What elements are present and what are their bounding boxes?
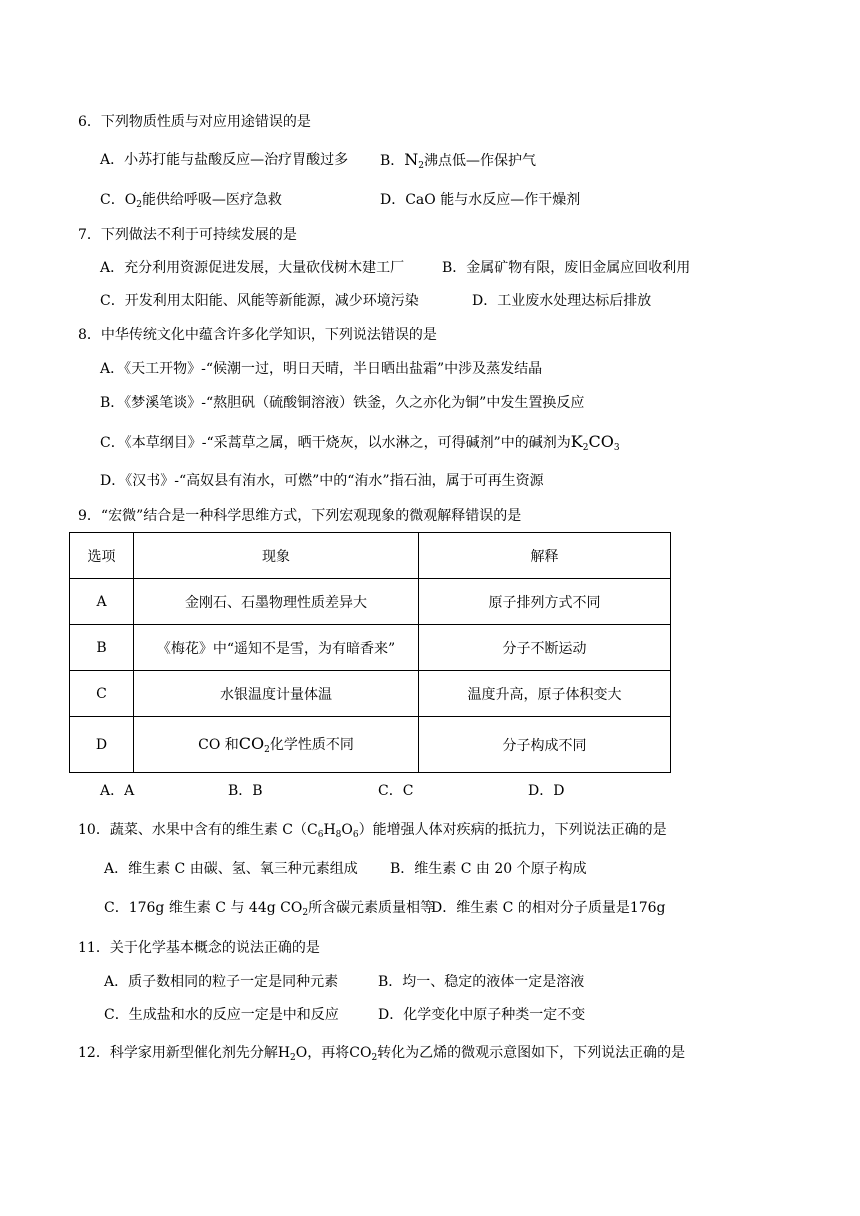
table-row: [70, 717, 671, 773]
row-option: D: [70, 717, 134, 773]
q8-stem: 8．中华传统文化中蕴含许多化学知识，下列说法错误的是: [78, 327, 437, 343]
q9-choice-a: A．A: [100, 783, 135, 799]
q7-stem: 7．下列做法不利于可持续发展的是: [78, 227, 297, 243]
q7-option-c: C．开发利用太阳能、风能等新能源，减少环境污染: [100, 293, 419, 309]
row-explanation: 原子排列方式不同: [419, 579, 671, 625]
q7-option-d: D．工业废水处理达标后排放: [472, 293, 652, 309]
q8-option-c: C．《本草纲目》-“采蒿草之属，晒干烧灰，以水淋之，可得碱剂”中的碱剂为$K_2CO_3$: [100, 432, 620, 453]
q8-option-a: A．《天工开物》-“候潮一过，明日天晴，半日晒出盐霜”中涉及蒸发结晶: [100, 361, 543, 377]
row-explanation: 分子构成不同: [419, 717, 671, 773]
q10-option-b: B．维生素 C 由 20 个原子构成: [390, 861, 587, 877]
q11-option-c: C．生成盐和水的反应一定是中和反应: [104, 1007, 339, 1023]
q10-option-c: C．176g 维生素 C 与 44g $CO_2$所含碳元素质量相等: [104, 900, 435, 918]
q11-option-b: B．均一、稳定的液体一定是溶液: [378, 974, 585, 990]
row-explanation: 温度升高，原子体积变大: [419, 671, 671, 717]
q6-option-c: C．$O_2$能供给呼吸—医疗急救: [100, 192, 282, 210]
row-phenomenon: 金刚石、石墨物理性质差异大: [134, 579, 419, 625]
q8-option-d: D．《汉书》-“高奴县有洧水，可燃”中的“洧水”指石油，属于可再生资源: [100, 473, 544, 489]
row-option: A: [70, 579, 134, 625]
q9-choice-b: B．B: [228, 783, 263, 799]
header-option: 选项: [70, 533, 134, 579]
q6-option-d: D．CaO 能与水反应—作干燥剂: [380, 192, 581, 208]
q7-option-b: B．金属矿物有限，废旧金属应回收利用: [442, 260, 691, 276]
table-header-row: [70, 533, 671, 579]
header-phenomenon: 现象: [134, 533, 419, 579]
q12-stem: 12．科学家用新型催化剂先分解$H_2O$，再将$CO_2$转化为乙烯的微观示意图如下，下列说法正确的是: [78, 1045, 686, 1063]
q9-stem: 9．“宏微”结合是一种科学思维方式，下列宏观现象的微观解释错误的是: [78, 508, 522, 524]
q7-option-a: A．充分利用资源促进发展，大量砍伐树木建工厂: [100, 260, 405, 276]
q11-option-a: A．质子数相同的粒子一定是同种元素: [104, 974, 339, 990]
row-explanation: 分子不断运动: [419, 625, 671, 671]
q6-stem: 6．下列物质性质与对应用途错误的是: [78, 114, 311, 130]
q6-option-b: B．$N_2$沸点低—作保护气: [380, 150, 537, 171]
q9-choice-d: D．D: [528, 783, 565, 799]
q8-option-b: B．《梦溪笔谈》-“熬胆矾（硫酸铜溶液）铁釜，久之亦化为铜”中发生置换反应: [100, 395, 585, 411]
row-option: B: [70, 625, 134, 671]
q10-stem: 10．蔬菜、水果中含有的维生素 $C(C_6H_8O_6)$能增强人体对疾病的抵抗力，下列说法正确的是: [78, 822, 667, 840]
row-option: C: [70, 671, 134, 717]
row-phenomenon: 水银温度计量体温: [134, 671, 419, 717]
table-row: [70, 671, 671, 717]
table-row: [70, 579, 671, 625]
q10-option-a: A．维生素 C 由碳、氢、氧三种元素组成: [104, 861, 358, 877]
q11-stem: 11．关于化学基本概念的说法正确的是: [78, 940, 320, 956]
q6-option-a: A．小苏打能与盐酸反应—治疗胃酸过多: [100, 152, 349, 168]
table-row: [70, 625, 671, 671]
q10-option-d: D．维生素 C 的相对分子质量是176g: [431, 900, 666, 916]
row-phenomenon: CO 和$CO_2$化学性质不同: [134, 717, 419, 773]
header-explanation: 解释: [419, 533, 671, 579]
row-phenomenon: 《梅花》中“遥知不是雪，为有暗香来”: [134, 625, 419, 671]
q11-option-d: D．化学变化中原子种类一定不变: [378, 1007, 586, 1023]
q9-choice-c: C．C: [378, 783, 414, 799]
q9-table: [69, 532, 671, 773]
